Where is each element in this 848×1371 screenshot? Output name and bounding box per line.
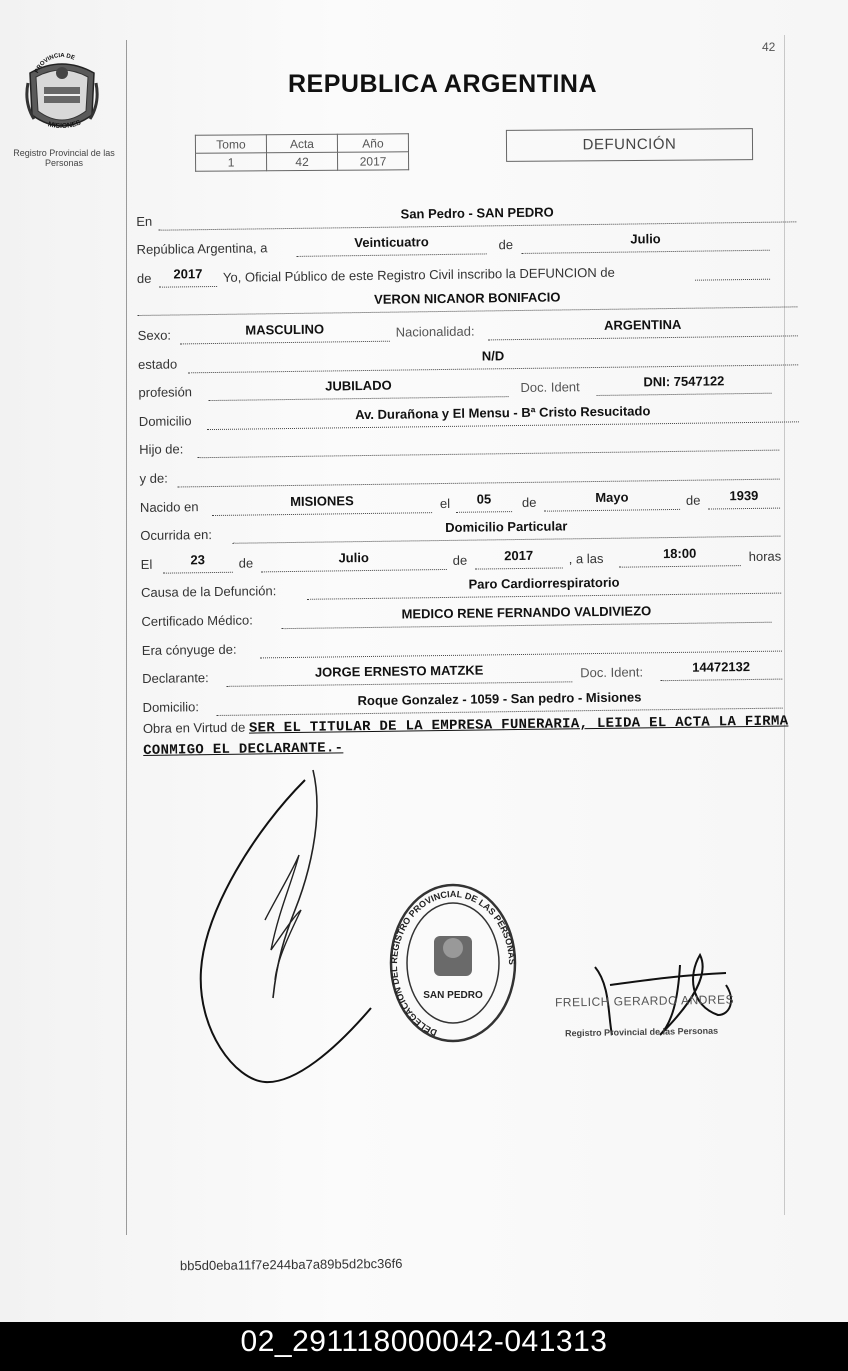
label-de-1: de — [498, 237, 514, 253]
field-causa: Paro Cardiorrespiratorio — [307, 573, 781, 600]
label-sexo: Sexo: — [137, 327, 172, 343]
label-nacionalidad: Nacionalidad: — [395, 323, 475, 340]
obra-text: SER EL TITULAR DE LA EMPRESA FUNERARIA, LEIDA EL ACTA LA FIRMA CONMIGO EL DECLARANTE.- — [143, 713, 789, 759]
document-id-bar: 02_291118000042-041313 — [0, 1322, 848, 1371]
field-def-mes: Julio — [261, 549, 447, 572]
field-domicilio: Av. Durañona y El Mensu - Bª Cristo Resucitado — [207, 401, 799, 430]
header-tomo: Tomo — [195, 135, 266, 153]
officer-stamp-name: FRELICH GERARDO ANDRES — [554, 992, 735, 1010]
official-seal — [388, 878, 518, 1048]
label-doc-ident: Doc. Ident — [520, 379, 580, 396]
label-de-3: de — [521, 494, 537, 510]
death-record-form — [136, 193, 803, 760]
value-acta: 42 — [267, 152, 338, 170]
field-declarante: JORGE ERNESTO MATZKE — [226, 661, 572, 687]
label-domicilio-2: Domicilio: — [142, 698, 200, 715]
field-nac-dia: 05 — [456, 491, 512, 513]
field-nac-mes: Mayo — [544, 488, 680, 511]
label-certificado: Certificado Médico: — [141, 612, 253, 629]
label-horas: horas — [748, 548, 782, 564]
field-mes: Julio — [521, 230, 769, 254]
label-yo-oficial: Yo, Oficial Público de este Registro Civil inscribo la DEFUNCION de — [222, 264, 615, 285]
field-documento: DNI: 7547122 — [596, 373, 771, 396]
label-nacido-en: Nacido en — [139, 498, 199, 515]
label-el: el — [439, 495, 451, 511]
left-margin-line — [126, 40, 127, 1235]
label-hijo-de: Hijo de: — [139, 441, 184, 458]
label-de-5: de — [238, 555, 254, 571]
label-ocurrida-en: Ocurrida en: — [140, 527, 213, 544]
provincial-crest-icon — [24, 53, 100, 137]
svg-text:MISIONES: MISIONES — [47, 119, 82, 131]
field-estado: N/D — [188, 344, 798, 373]
header-anio: Año — [337, 134, 408, 152]
field-nacido-en: MISIONES — [212, 492, 432, 516]
field-nac-anio: 1939 — [708, 487, 780, 509]
svg-text:PROVINCIA DE: PROVINCIA DE — [34, 53, 76, 75]
label-y-de: y de: — [139, 470, 168, 486]
field-nacionalidad: ARGENTINA — [488, 315, 798, 340]
field-blank-1 — [695, 258, 770, 280]
label-profesion: profesión — [138, 384, 193, 401]
header-acta: Acta — [266, 134, 337, 152]
value-tomo: 1 — [196, 153, 267, 171]
document-hash: bb5d0eba11f7e244ba7a89b5d2bc36f6 — [179, 1255, 403, 1274]
value-anio: 2017 — [337, 152, 408, 170]
field-lugar: San Pedro - SAN PEDRO — [158, 201, 796, 230]
svg-text:DELEGACION DEL REGISTRO PROVIN: DELEGACION DEL REGISTRO PROVINCIAL DE LAS PERSONAS — [389, 888, 518, 1038]
label-conyuge: Era cónyuge de: — [141, 641, 237, 658]
field-def-dia: 23 — [163, 551, 233, 573]
field-declarante-domicilio: Roque Gonzalez - 1059 - San pedro - Misiones — [216, 687, 782, 715]
field-ocurrida-en: Domicilio Particular — [232, 516, 780, 544]
label-republica: República Argentina, a — [136, 240, 268, 258]
officer-stamp-office: Registro Provincial de las Personas — [564, 1025, 719, 1039]
field-profesion: JUBILADO — [208, 376, 508, 401]
registry-caption: Registro Provincial de las Personas — [13, 148, 115, 168]
declarant-signature — [195, 760, 385, 1090]
field-nombre: VERON NICANOR BONIFACIO — [137, 287, 797, 317]
field-hora: 18:00 — [619, 545, 741, 568]
label-causa: Causa de la Defunción: — [141, 583, 277, 601]
label-de-2: de — [136, 270, 152, 286]
record-type-box: DEFUNCIÓN — [506, 128, 753, 162]
label-el-2: El — [140, 556, 153, 572]
label-de-4: de — [685, 492, 701, 508]
label-de-6: de — [452, 552, 468, 568]
page-number: 42 — [762, 40, 776, 54]
label-doc-ident-2: Doc. Ident: — [580, 664, 644, 681]
label-estado: estado — [138, 356, 178, 372]
field-dia-texto: Veinticuatro — [296, 234, 486, 257]
registry-table — [195, 133, 409, 171]
label-declarante: Declarante: — [142, 670, 209, 687]
label-obra: Obra en Virtud de — [142, 719, 246, 736]
field-anio: 2017 — [159, 266, 217, 288]
field-certificado: MEDICO RENE FERNANDO VALDIVIEZO — [281, 602, 771, 629]
seal-center-text: SAN PEDRO — [423, 990, 483, 1001]
label-domicilio: Domicilio — [138, 413, 192, 429]
field-def-anio: 2017 — [475, 547, 563, 569]
label-a-las: , a las — [568, 550, 604, 567]
page-title: REPUBLICA ARGENTINA — [288, 70, 598, 98]
field-sexo: MASCULINO — [180, 321, 390, 345]
field-declarante-doc: 14472132 — [660, 659, 782, 682]
label-en: En — [136, 213, 153, 229]
obra-en-virtud — [143, 710, 803, 761]
